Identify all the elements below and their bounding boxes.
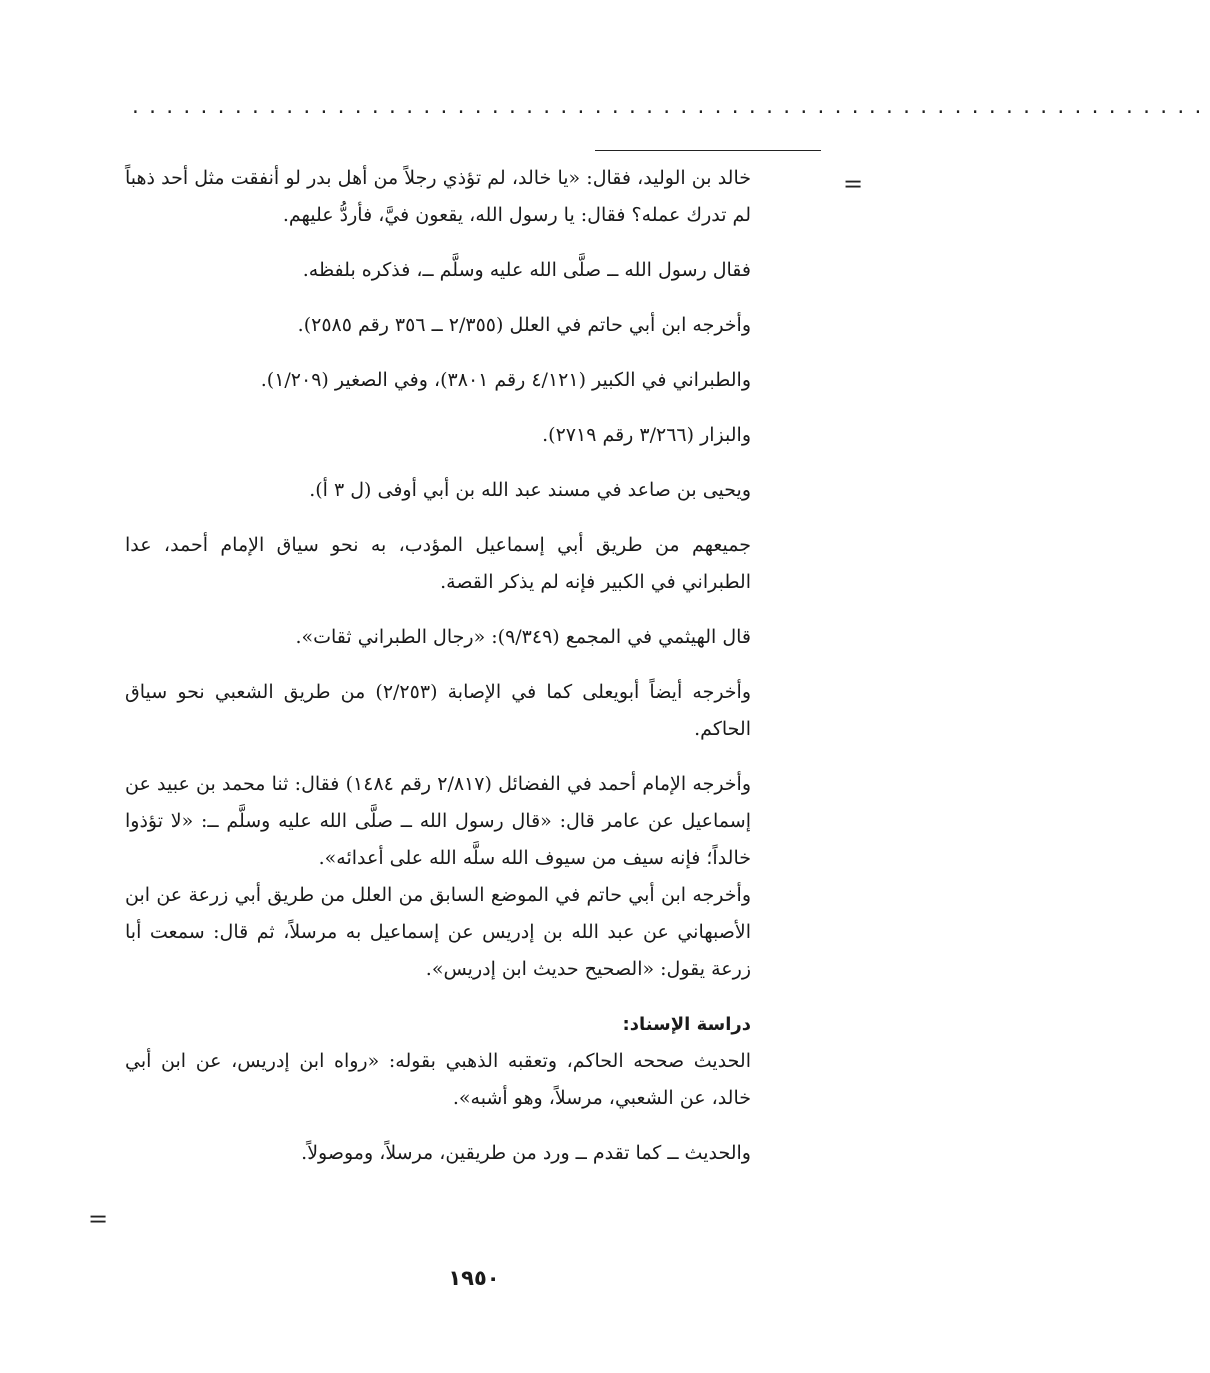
- continuation-mark-bottom: =: [88, 1205, 109, 1233]
- paragraph-2: فقال رسول الله ــ صلَّى الله عليه وسلَّم ــ، فذكره بلفظه.: [302, 259, 751, 281]
- paragraph-13: والحديث ــ كما تقدم ــ ورد من طريقين، مرسلاً، وموصولاً.: [301, 1142, 751, 1164]
- footnote-rule: [595, 150, 821, 151]
- footnote-body: [125, 160, 751, 1172]
- continuation-mark-top: =: [843, 170, 864, 198]
- paragraph-12: الحديث صححه الحاكم، وتعقبه الذهبي بقوله: «رواه ابن إدريس، عن ابن أبي خالد، عن الشعبي، مرسلاً، وهو أشبه».: [125, 1050, 751, 1109]
- section-heading: دراسة الإسناد:: [622, 1014, 751, 1035]
- paragraph-8: قال الهيثمي في المجمع (٩/٣٤٩): «رجال الطبراني ثقات».: [295, 626, 751, 648]
- paragraph-6: ويحيى بن صاعد في مسند عبد الله بن أبي أوفى (ل ٣ أ).: [309, 479, 751, 501]
- paragraph-5: والبزار (٣/٢٦٦ رقم ٢٧١٩).: [542, 424, 751, 446]
- paragraph-7: جميعهم من طريق أبي إسماعيل المؤدب، به نحو سياق الإمام أحمد، عدا الطبراني في الكبير فإنه لم يذكر القصة.: [125, 534, 751, 593]
- paragraph-11: وأخرجه ابن أبي حاتم في الموضع السابق من العلل من طريق أبي زرعة عن ابن الأصبهاني عن عبد الله بن إدريس عن إسماعيل به مرسلاً، ثم قال: سمعت أبا زرعة يقول: «الصحيح حديث ابن إدريس».: [125, 884, 751, 980]
- dotted-separator: ...............................................................: [130, 97, 1210, 118]
- paragraph-9: وأخرجه أيضاً أبويعلى كما في الإصابة (٢/٢٥٣) من طريق الشعبي نحو سياق الحاكم.: [125, 681, 752, 740]
- paragraph-4: والطبراني في الكبير (٤/١٢١ رقم ٣٨٠١)، وفي الصغير (١/٢٠٩).: [260, 369, 751, 391]
- page-number: ١٩٥٠: [448, 1266, 500, 1290]
- paragraph-1: خالد بن الوليد، فقال: «يا خالد، لم تؤذي رجلاً من أهل بدر لو أنفقت مثل أحد ذهباً لم تدرك عمله؟ فقال: يا رسول الله، يقعون فيَّ، فأردُّ عليهم.: [125, 167, 751, 226]
- paragraph-10: وأخرجه الإمام أحمد في الفضائل (٢/٨١٧ رقم ١٤٨٤) فقال: ثنا محمد بن عبيد عن إسماعيل عن عامر قال: «قال رسول الله ــ صلَّى الله عليه وسلَّم ــ: «لا تؤذوا خالداً؛ فإنه سيف من سيوف الله سلَّه الله على أعدائه».: [125, 773, 752, 869]
- paragraph-3: وأخرجه ابن أبي حاتم في العلل (٢/٣٥٥ ــ ٣٥٦ رقم ٢٥٨٥).: [297, 314, 751, 336]
